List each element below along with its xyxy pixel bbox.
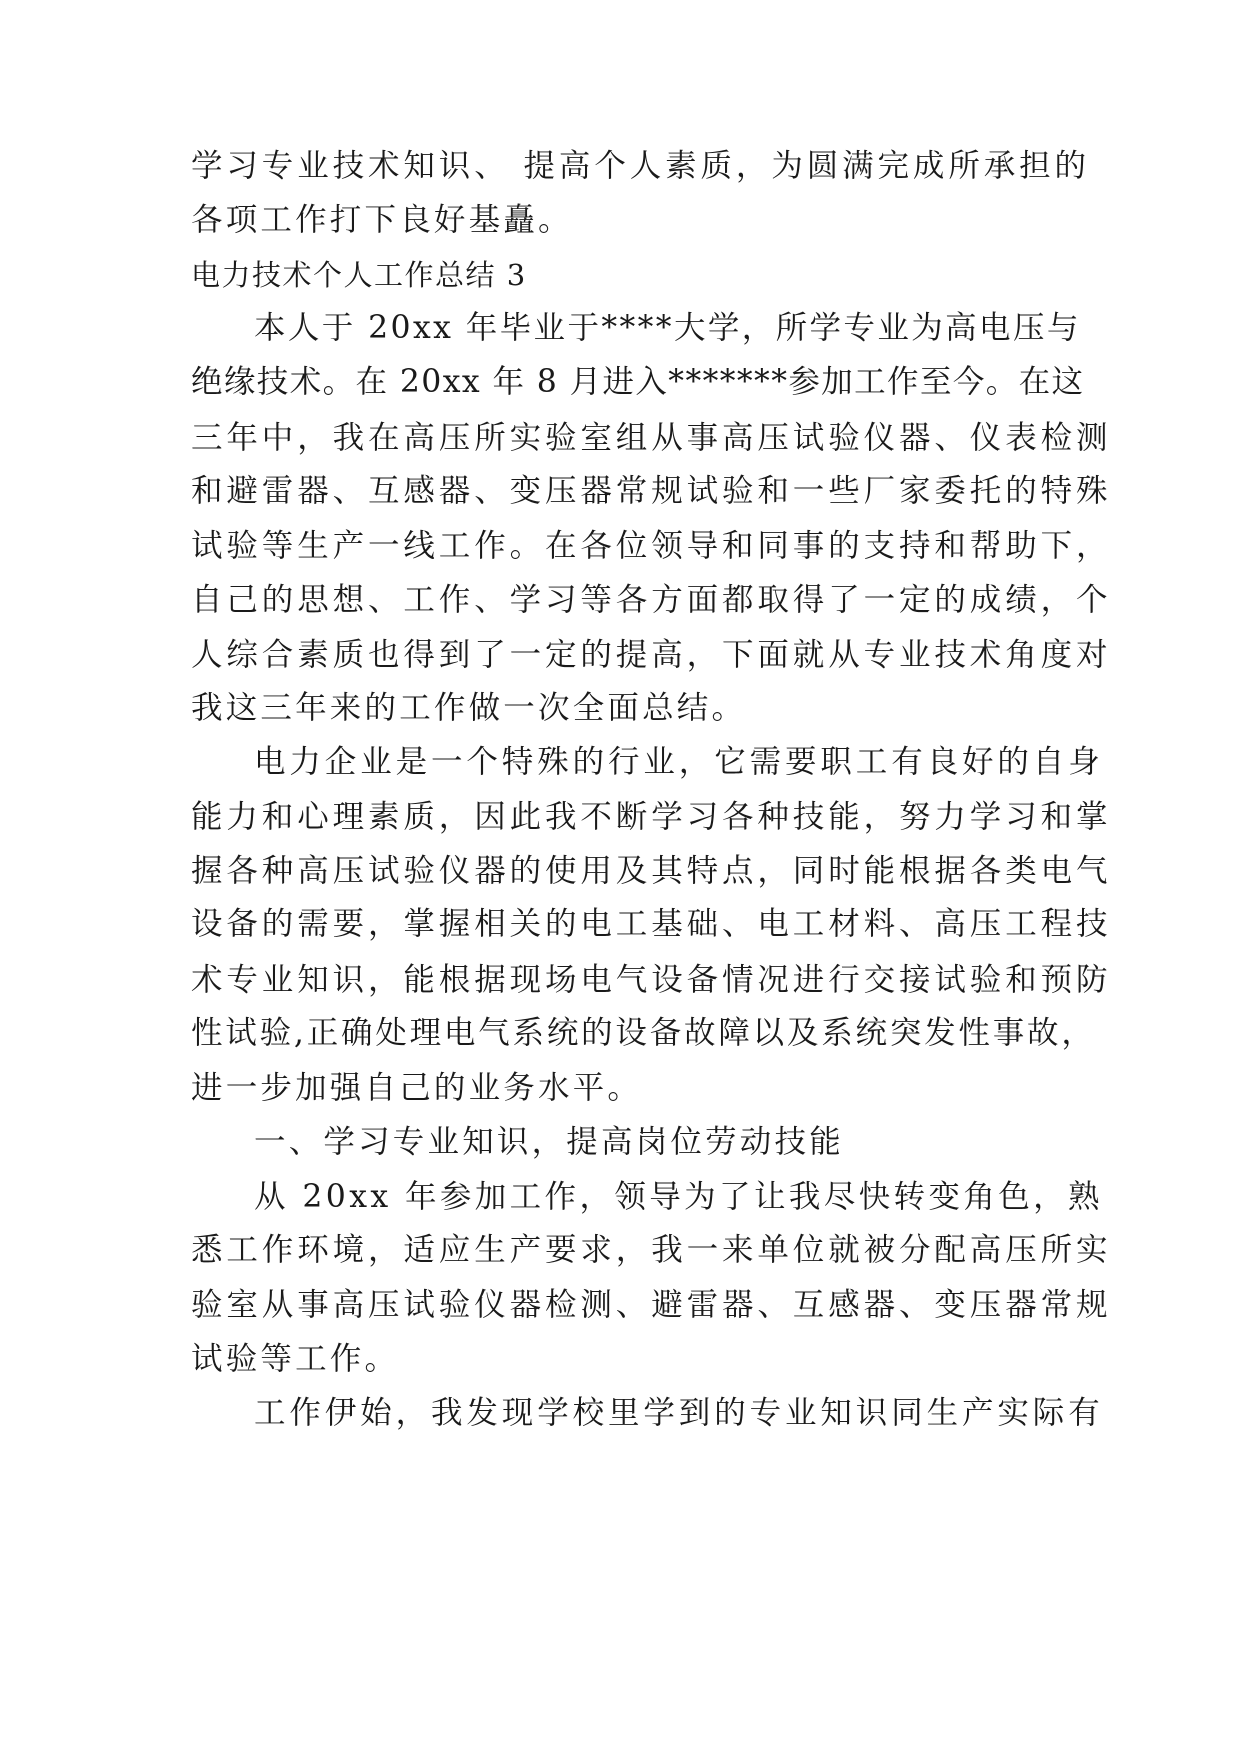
text-line: 握各种高压试验仪器的使用及其特点，同时能根据各类电气 xyxy=(191,853,1112,889)
text-line: 从 20xx 年参加工作，领导为了让我尽快转变角色，熟 xyxy=(254,1179,1103,1215)
text-line: 人综合素质也得到了一定的提高，下面就从专业技术角度对 xyxy=(191,637,1112,673)
section-heading: 电力技术个人工作总结 3 xyxy=(191,258,527,292)
text-line: 工作伊始，我发现学校里学到的专业知识同生产实际有 xyxy=(254,1395,1104,1431)
text-line: 性试验,正确处理电气系统的设备故障以及系统突发性事故， xyxy=(191,1015,1096,1051)
text-line: 进一步加强自己的业务水平。 xyxy=(191,1070,643,1106)
text-line: 自己的思想、工作、学习等各方面都取得了一定的成绩，个 xyxy=(191,582,1112,618)
text-line: 能力和心理素质，因此我不断学习各种技能，努力学习和掌 xyxy=(191,799,1112,835)
text-line: 电力企业是一个特殊的行业，它需要职工有良好的自身 xyxy=(254,744,1104,780)
text-line: 设备的需要，掌握相关的电工基础、电工材料、高压工程技 xyxy=(191,906,1112,942)
text-line: 术专业知识，能根据现场电气设备情况进行交接试验和预防 xyxy=(191,962,1112,998)
text-line: 验室从事高压试验仪器检测、避雷器、互感器、变压器常规 xyxy=(191,1287,1112,1323)
text-line: 本人于 20xx 年毕业于****大学，所学专业为高电压与 xyxy=(254,310,1081,346)
text-line: 学习专业技术知识、 提高个人素质，为圆满完成所承担的 xyxy=(191,148,1090,184)
text-line: 悉工作环境，适应生产要求，我一来单位就被分配高压所实 xyxy=(191,1232,1112,1268)
text-line: 试验等工作。 xyxy=(191,1341,400,1377)
text-line: 三年中，我在高压所实验室组从事高压试验仪器、仪表检测 xyxy=(191,420,1112,456)
text-line: 我这三年来的工作做一次全面总结。 xyxy=(191,690,747,726)
text-line: 各项工作打下良好基矗。 xyxy=(191,202,573,238)
text-line: 绝缘技术。在 20xx 年 8 月进入*******参加工作至今。在这 xyxy=(191,364,1085,400)
text-line: 试验等生产一线工作。在各位领导和同事的支持和帮助下， xyxy=(191,528,1112,564)
subheading: 一、学习专业知识，提高岗位劳动技能 xyxy=(254,1124,844,1160)
text-line: 和避雷器、互感器、变压器常规试验和一些厂家委托的特殊 xyxy=(191,473,1112,509)
